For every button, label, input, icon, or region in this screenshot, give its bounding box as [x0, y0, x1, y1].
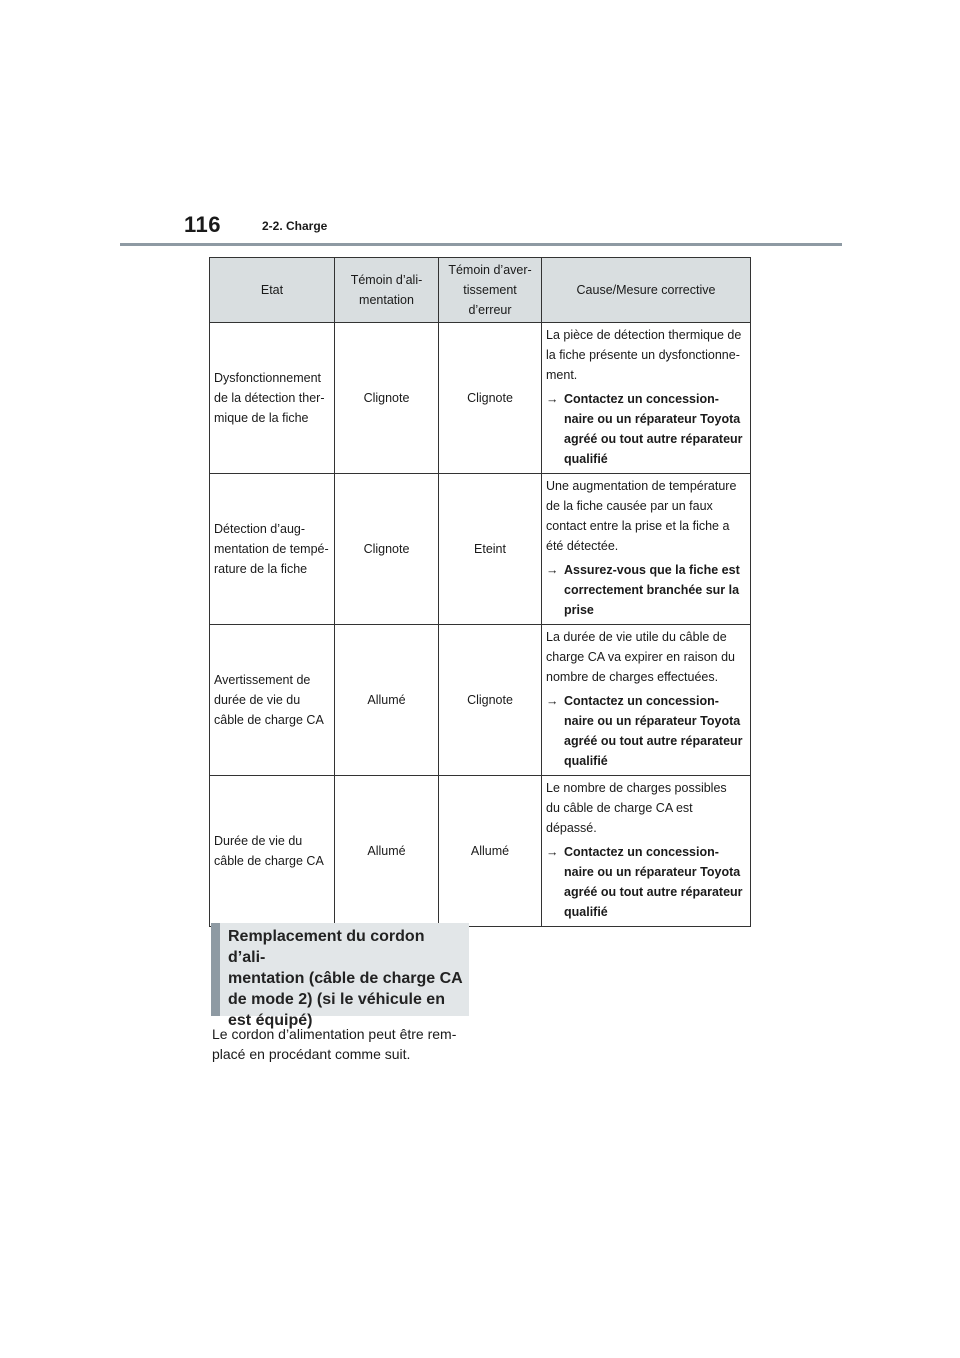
header-power-lamp: Témoin d’ali- mentation — [335, 258, 439, 323]
cause-cell — [542, 776, 751, 927]
section-label: 2-2. Charge — [262, 219, 328, 233]
cause-text: La durée de vie utile du câble de charge CA va expirer en raison du nombre de charges effectuées. — [546, 630, 735, 684]
power-lamp-cell: Allumé — [335, 776, 439, 927]
cause-cell — [542, 474, 751, 625]
action-text: Contactez un concession- naire ou un réparateur Toyota agréé ou tout autre réparateur qualifié — [564, 694, 743, 768]
corrective-action — [546, 842, 746, 922]
table-row — [210, 625, 751, 776]
corrective-action — [546, 389, 746, 469]
cause-text: La pièce de détection thermique de la fiche présente un dysfonctionne- ment. — [546, 328, 742, 382]
table-header-row — [210, 258, 751, 323]
power-lamp-cell: Clignote — [335, 474, 439, 625]
corrective-action — [546, 691, 746, 771]
table-row — [210, 323, 751, 474]
warning-lamp-cell: Clignote — [439, 323, 542, 474]
table-row — [210, 776, 751, 927]
body-paragraph: Le cordon d’alimentation peut être rem- placé en procédant comme suit. — [212, 1026, 457, 1062]
callout-title: Remplacement du cordon d’ali- mentation (câble de charge CA de mode 2) (si le véhicule en est équipé) — [228, 928, 463, 1029]
power-lamp-cell: Allumé — [335, 625, 439, 776]
cause-cell — [542, 625, 751, 776]
status-table — [209, 257, 751, 927]
cause-text: Une augmentation de température de la fiche causée par un faux contact entre la prise et la fiche a été détectée. — [546, 479, 737, 553]
page-number: 116 — [184, 212, 221, 237]
warning-lamp-cell: Clignote — [439, 625, 542, 776]
action-text: Contactez un concession- naire ou un réparateur Toyota agréé ou tout autre réparateur qualifié — [564, 845, 743, 919]
cause-cell — [542, 323, 751, 474]
state-cell: Dysfonctionnement de la détection ther- mique de la fiche — [210, 323, 335, 474]
arrow-right-icon: → — [546, 392, 559, 406]
action-text: Contactez un concession- naire ou un réparateur Toyota agréé ou tout autre réparateur qualifié — [564, 392, 743, 466]
state-cell: Durée de vie du câble de charge CA — [210, 776, 335, 927]
header-rule — [120, 243, 842, 246]
arrow-right-icon: → — [546, 845, 559, 859]
header-cause: Cause/Mesure corrective — [542, 258, 751, 323]
section-callout — [211, 923, 469, 1029]
warning-lamp-cell: Allumé — [439, 776, 542, 927]
header-warning-lamp: Témoin d’aver- tissement d’erreur — [439, 258, 542, 323]
state-cell: Avertissement de durée de vie du câble de charge CA — [210, 625, 335, 776]
action-text: Assurez-vous que la fiche est correctement branchée sur la prise — [564, 563, 740, 617]
state-cell: Détection d’aug- mentation de tempé- rature de la fiche — [210, 474, 335, 625]
power-lamp-cell: Clignote — [335, 323, 439, 474]
cause-text: Le nombre de charges possibles du câble de charge CA est dépassé. — [546, 781, 727, 835]
arrow-right-icon: → — [546, 563, 559, 577]
arrow-right-icon: → — [546, 694, 559, 708]
corrective-action — [546, 560, 746, 620]
header-state: Etat — [210, 258, 335, 323]
table-row — [210, 474, 751, 625]
warning-lamp-cell: Eteint — [439, 474, 542, 625]
